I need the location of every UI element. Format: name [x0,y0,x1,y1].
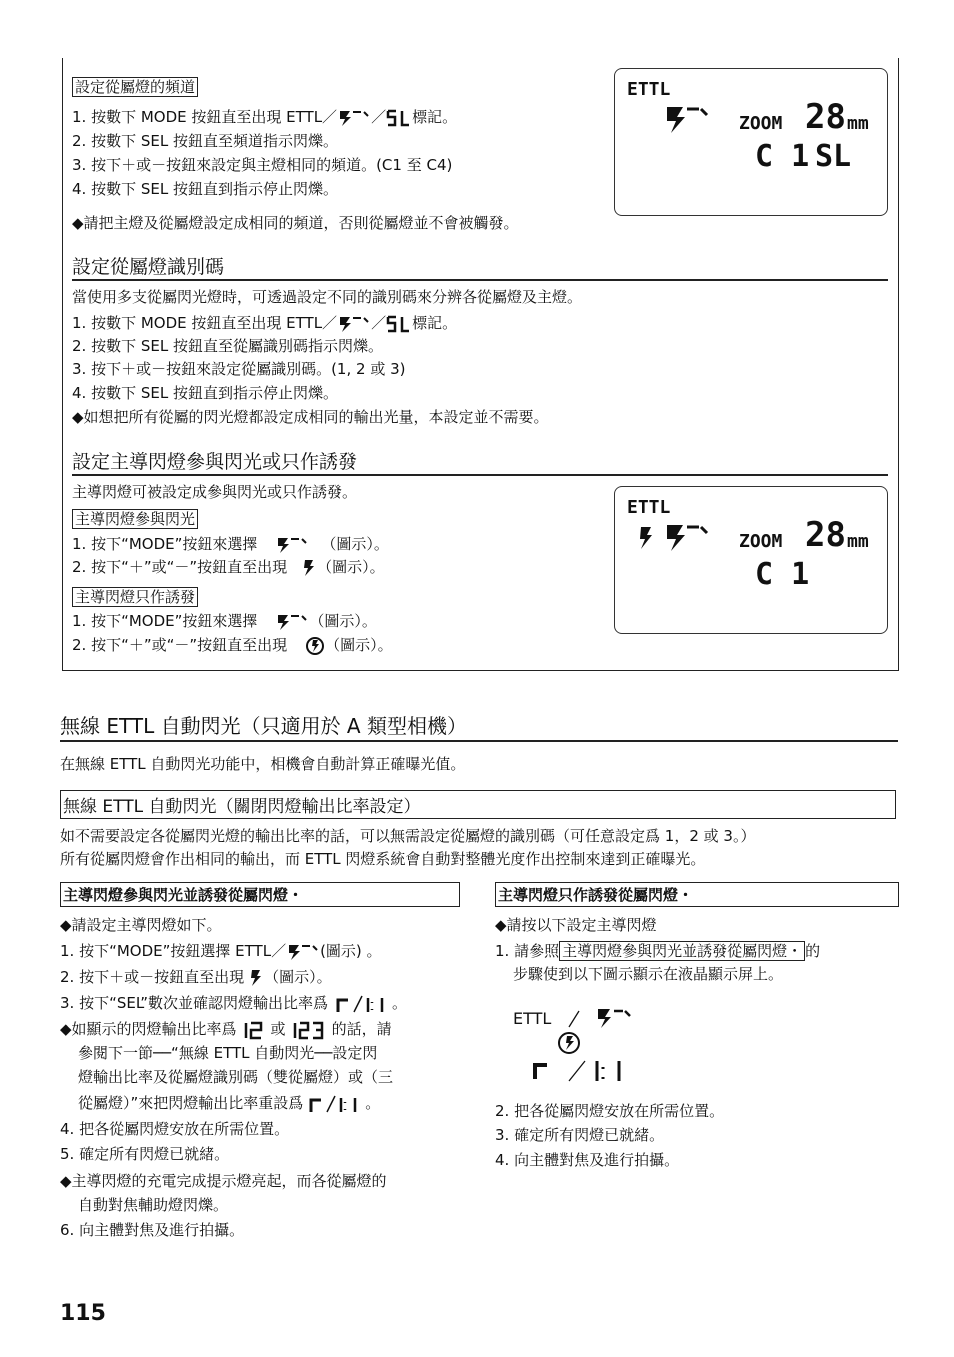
wireless-intro: 在無線 ETTL 自動閃光功能中，相機會自動計算正確曝光值。 [60,755,466,773]
flash-bolt-icon [248,969,264,987]
left-line-6: 參閱下一節──“無線 ETTL 自動閃光──設定閃 [78,1044,378,1062]
id-step-1: 1. 按數下 MODE 按鈕直至出現 ETTL／ ／ 標記。 [72,314,458,332]
right-line-6: 4. 向主體對焦及進行拍攝。 [495,1151,680,1169]
master-off-title: 主導閃燈只作誘發 [72,586,198,608]
master-heading: 設定主導閃燈參與閃光或只作誘發 [72,451,358,473]
figure-ettl-label: ETTL [513,1009,552,1028]
lcd-mm-unit: mm [847,113,869,134]
lcd-zoom-label: ZOOM [739,531,783,552]
wireless-sub-text-2: 所有從屬閃燈會作出相同的輸出，而 ETTL 閃燈系統會自動對整體光度作出控制來達到正確曝光。 [60,850,706,868]
lcd-zoom-label: ZOOM [739,113,783,134]
right-figure [513,1005,653,1085]
wireless-flash-icon [286,943,320,961]
slave-sl-icon [386,109,412,127]
slash-divider [567,1009,581,1029]
ratio-123-icon [292,1020,328,1040]
master-off-step-1: 1. 按下“MODE”按鈕來選擇 （圖示）。 [72,612,377,630]
rule [60,740,898,742]
lcd-focal-length: 28 [805,97,846,137]
left-line-2: 1. 按下“MODE”按鈕選擇 ETTL／ (圖示) 。 [60,942,382,960]
left-line-3: 2. 按下＋或－按鈕直至出現 （圖示）。 [60,968,332,986]
right-line-1: ◆請按以下設定主導閃燈 [495,916,657,934]
slave-sl-icon [386,315,412,333]
flash-bolt-icon [637,525,655,551]
left-line-4: 3. 按下“SEL”數次並確認閃燈輸出比率爲 。 [60,994,408,1012]
right-line-5: 3. 確定所有閃燈已就緒。 [495,1126,665,1144]
master-off-step-2: 2. 按下“＋”或“－”按鈕直至出現 （圖示）。 [72,636,393,654]
ratio-off-icon [309,1094,365,1114]
channel-step-1: 1. 按數下 MODE 按鈕直至出現 ETTL／ ／ 標記。 [72,108,458,126]
right-column-heading: 主導閃燈只作誘發從屬閃燈・ [495,882,899,907]
channel-title: 設定從屬燈的頻道 [72,76,198,98]
lcd-channel: C 1 [755,139,810,174]
master-intro: 主導閃燈可被設定成參與閃光或只作誘發。 [72,483,358,501]
lcd-display-channel [614,68,888,216]
lcd-focal-length: 28 [805,515,846,555]
page-number: 115 [60,1301,106,1326]
id-step-4: 4. 按數下 SEL 按鈕直到指示停止閃爍。 [72,384,338,402]
wireless-sub-text-1: 如不需要設定各從屬閃光燈的輸出比率的話，可以無需設定從屬燈的識別碼（可任意設定爲 1，2 或 3。） [60,827,756,845]
left-line-5: ◆如顯示的閃燈輸出比率爲 或 的話，請 [60,1020,392,1038]
channel-step-2: 2. 按數下 SEL 按鈕直至頻道指示閃爍。 [72,132,338,150]
wireless-flash-icon [337,315,371,333]
lcd-channel: C 1 [755,557,810,592]
id-step-3: 3. 按下＋或－按鈕來設定從屬識別碼。(1, 2 或 3) [72,360,406,378]
right-line-4: 2. 把各從屬閃燈安放在所需位置。 [495,1102,725,1120]
flash-bolt-icon [301,559,317,577]
id-note: ◆如想把所有從屬的閃光燈都設定成相同的輸出光量，本設定並不需要。 [72,408,549,426]
master-on-step-2: 2. 按下“＋”或“－”按鈕直至出現 （圖示）。 [72,558,385,576]
wireless-flash-icon [275,613,309,631]
master-on-title: 主導閃燈參與閃光 [72,508,198,530]
right-line-3: 步驟使到以下圖示顯示在液晶顯示屏上。 [513,965,784,983]
left-line-9: 4. 把各從屬閃燈安放在所需位置。 [60,1120,290,1138]
id-heading: 設定從屬燈識別碼 [72,256,225,278]
flash-off-circle-icon [305,636,325,656]
wireless-flash-icon [595,1007,633,1029]
lcd-display-master [614,486,888,634]
left-column-heading: 主導閃燈參與閃光並誘發從屬閃燈・ [60,882,460,907]
lcd-ettl-label: ETTL [627,497,671,518]
flash-off-circle-icon [557,1031,581,1055]
channel-step-4: 4. 按數下 SEL 按鈕直到指示停止閃爍。 [72,180,338,198]
ratio-12-icon [243,1020,265,1040]
right-line-2: 1. 請參照 主導閃燈參與閃光並誘發從屬閃燈・ 的 [495,942,821,960]
channel-step-3: 3. 按下＋或－按鈕來設定與主燈相同的頻道。(C1 至 C4) [72,156,453,174]
id-step-2: 2. 按數下 SEL 按鈕直至從屬識別碼指示閃爍。 [72,337,383,355]
id-intro: 當使用多支從屬閃光燈時，可透過設定不同的識別碼來分辨各從屬燈及主燈。 [72,288,583,306]
left-line-12: 自動對焦輔助燈閃爍。 [78,1196,229,1214]
wireless-flash-icon [663,103,713,135]
rule [72,279,888,281]
channel-note: ◆請把主燈及從屬燈設定成相同的頻道，否則從屬燈並不會被觸發。 [72,214,519,232]
ratio-off-icon [336,994,392,1014]
wireless-flash-icon [337,109,371,127]
left-line-10: 5. 確定所有閃燈已就緒。 [60,1145,230,1163]
wireless-sub-heading: 無線 ETTL 自動閃光（關閉閃燈輸出比率設定） [60,790,896,819]
wireless-flash-icon [663,521,713,553]
left-line-11: ◆主導閃燈的充電完成提示燈亮起，而各從屬燈的 [60,1172,387,1190]
left-line-1: ◆請設定主導閃燈如下。 [60,916,222,934]
left-line-13: 6. 向主體對焦及進行拍攝。 [60,1221,245,1239]
lcd-mm-unit: mm [847,531,869,552]
left-line-8: 從屬燈）”來把閃燈輸出比率重設爲 。 [78,1094,381,1112]
ratio-off-icon [531,1055,641,1083]
rule [72,474,888,476]
left-line-7: 燈輸出比率及從屬燈識別碼（雙從屬燈）或（三 [78,1068,394,1086]
lcd-ettl-label: ETTL [627,79,671,100]
lcd-slave-indicator: SL [815,139,852,174]
right-reference: 主導閃燈參與閃光並誘發從屬閃燈・ [559,941,805,961]
wireless-heading: 無線 ETTL 自動閃光（只適用於 A 類型相機） [60,714,467,738]
wireless-flash-icon [275,536,309,554]
master-on-step-1: 1. 按下“MODE”按鈕來選擇 （圖示）。 [72,535,389,553]
